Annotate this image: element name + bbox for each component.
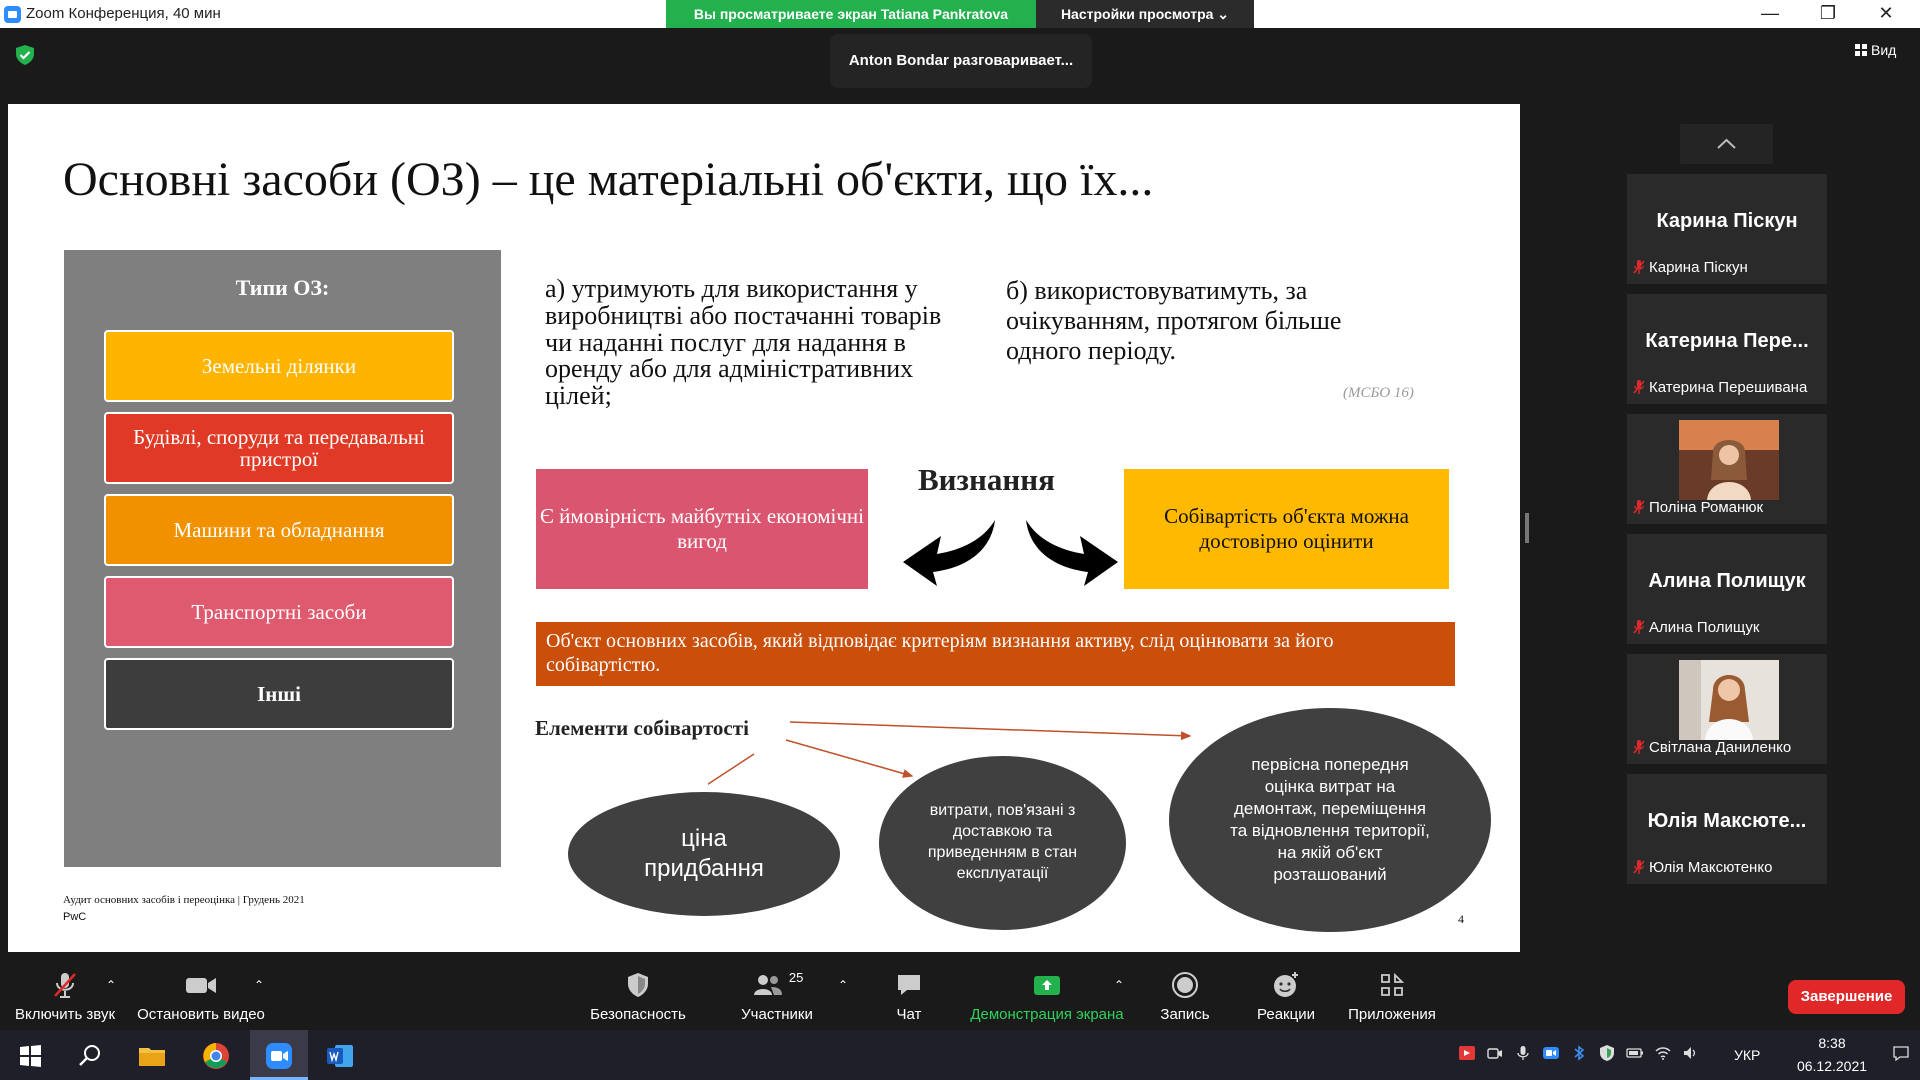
standard-reference: (МСБО 16) <box>1343 385 1414 401</box>
participant-tile[interactable] <box>1627 294 1827 404</box>
unmute-label: Включить звук <box>14 1006 116 1023</box>
asset-type-vehicles: Транспортні засоби <box>104 576 454 648</box>
asset-type-land: Земельні ділянки <box>104 330 454 402</box>
tray-mic-icon[interactable] <box>1514 1044 1532 1062</box>
asset-type-machinery: Машини та обладнання <box>104 494 454 566</box>
participant-tile[interactable] <box>1627 534 1827 644</box>
volume-icon[interactable] <box>1682 1044 1700 1062</box>
shared-slide <box>8 104 1520 952</box>
apps-label: Приложения <box>1348 1006 1436 1023</box>
participant-name: Поліна Романюк <box>1649 499 1764 516</box>
end-meeting-button[interactable]: Завершение <box>1788 980 1905 1014</box>
security-shield-icon <box>623 970 653 1000</box>
notifications-icon[interactable] <box>1892 1044 1910 1062</box>
muted-mic-icon <box>1633 859 1645 875</box>
muted-mic-icon <box>1633 379 1645 395</box>
share-screen-button[interactable] <box>962 970 1132 1023</box>
unmute-button[interactable] <box>10 970 120 1023</box>
minimize-button[interactable]: — <box>1761 3 1779 23</box>
participant-name: Катерина Перешивана <box>1649 379 1808 396</box>
apps-button[interactable] <box>1342 970 1442 1023</box>
slide-page-number: 4 <box>1458 912 1464 926</box>
wifi-icon[interactable] <box>1654 1044 1672 1062</box>
muted-mic-icon <box>1633 739 1645 755</box>
criterion-a-text: а) утримують для використання у виробництві або постачанні товарів чи наданні послуг для надання в оренду або для адміністративних цілей; <box>545 274 942 411</box>
record-label: Запись <box>1160 1006 1210 1023</box>
clock-time[interactable]: 8:38 <box>1818 1035 1846 1051</box>
participants-options-caret-icon[interactable]: ⌃ <box>838 978 849 992</box>
active-speaker-notice: Anton Bondar разговаривает... <box>830 34 1092 88</box>
slide-title: Основні засоби (ОЗ) – це матеріальні об'єкти, що їх... <box>63 153 1154 206</box>
zoom-taskbar-button[interactable] <box>250 1030 308 1080</box>
security-label: Безопасность <box>590 1006 686 1023</box>
muted-mic-icon <box>1633 619 1645 635</box>
restore-button[interactable]: ❐ <box>1819 3 1837 23</box>
slide-footer-title: Аудит основних засобів і переоцінка | Грудень 2021 <box>63 894 305 906</box>
participant-display-name: Алина Полищук <box>1648 570 1806 592</box>
video-options-caret-icon[interactable]: ⌃ <box>254 978 265 992</box>
view-label: Вид <box>1871 42 1897 58</box>
zoom-app-icon <box>259 1036 299 1076</box>
participant-tile[interactable] <box>1627 414 1827 524</box>
cost-element-purchase-price <box>568 792 840 916</box>
tray-security-shield-icon[interactable] <box>1598 1044 1616 1062</box>
asset-types-panel <box>64 250 501 867</box>
meeting-toolbar <box>0 960 1920 1030</box>
asset-type-other: Інші <box>104 658 454 730</box>
participant-name: Алина Полищук <box>1649 619 1760 636</box>
stop-video-label: Остановить видео <box>137 1006 265 1023</box>
word-icon[interactable] <box>320 1036 360 1076</box>
cost-elements-label: Елементи собівартості <box>535 716 749 740</box>
security-button[interactable] <box>582 970 694 1023</box>
cost-element-2-text: витрати, пов'язані з доставкою та приведенням в стан експлуатації <box>927 802 1078 882</box>
apps-icon <box>1377 970 1407 1000</box>
chat-label: Чат <box>896 1006 922 1023</box>
participants-icon <box>751 970 785 1000</box>
recognition-arrows-icon <box>903 514 1118 594</box>
grid-view-icon <box>1855 44 1867 56</box>
muted-mic-icon <box>50 970 80 1000</box>
participant-display-name: Катерина Пере... <box>1645 330 1809 352</box>
audio-options-caret-icon[interactable]: ⌃ <box>106 978 117 992</box>
record-button[interactable] <box>1152 970 1218 1023</box>
participant-tile[interactable] <box>1627 654 1827 764</box>
muted-mic-icon <box>1633 259 1645 275</box>
screen-share-banner: Вы просматриваете экран Tatiana Pankratova <box>666 0 1036 28</box>
asset-types-title: Типи ОЗ: <box>235 275 330 300</box>
participant-video <box>1679 420 1779 500</box>
share-options-caret-icon[interactable]: ⌃ <box>1114 978 1125 992</box>
chat-button[interactable] <box>878 970 940 1023</box>
recognition-criterion-benefits: Є ймовірність майбутніх економічні вигод <box>536 469 868 589</box>
share-screen-label: Демонстрация экрана <box>970 1006 1124 1023</box>
participant-name: Світлана Даниленко <box>1649 739 1792 756</box>
windows-start-icon[interactable] <box>10 1036 50 1076</box>
participant-name: Юлія Максютенко <box>1649 859 1773 876</box>
muted-mic-icon <box>1633 499 1645 515</box>
slide-footer-company: PwC <box>63 911 87 923</box>
zoom-app-icon <box>4 6 21 23</box>
reactions-label: Реакции <box>1257 1006 1315 1023</box>
participant-name: Карина Піскун <box>1649 259 1748 276</box>
participant-tile[interactable] <box>1627 774 1827 884</box>
recognition-title: Визнання <box>918 462 1055 497</box>
chevron-up-icon <box>1680 124 1773 164</box>
participant-video <box>1679 660 1779 740</box>
record-icon <box>1170 970 1200 1000</box>
input-language[interactable]: УКР <box>1734 1047 1761 1063</box>
panel-resize-handle[interactable] <box>1525 513 1529 543</box>
participants-label: Участники <box>741 1006 813 1023</box>
cost-element-delivery <box>879 756 1126 930</box>
search-icon[interactable] <box>70 1036 110 1076</box>
file-explorer-icon[interactable] <box>132 1036 172 1076</box>
video-camera-icon <box>184 970 218 1000</box>
chrome-icon[interactable] <box>196 1036 236 1076</box>
tray-app-red-icon[interactable] <box>1458 1044 1476 1062</box>
participants-button[interactable] <box>730 970 824 1023</box>
tray-camera-icon[interactable] <box>1486 1044 1504 1062</box>
reactions-button[interactable] <box>1248 970 1324 1023</box>
battery-icon[interactable] <box>1626 1044 1644 1062</box>
cost-element-1-text: ціна придбання <box>644 825 764 882</box>
asset-type-buildings: Будівлі, споруди та передавальні пристрої <box>104 412 454 484</box>
chat-bubble-icon <box>894 970 924 1000</box>
measurement-note: Об'єкт основних засобів, який відповідає критеріям визнання активу, слід оцінювати за його собівартістю. <box>536 622 1455 686</box>
reactions-smiley-icon <box>1271 970 1301 1000</box>
window-title: Zoom Конференция, 40 мин <box>26 5 221 22</box>
cost-element-3-text: первісна попередня оцінка витрат на демонтаж, переміщення та відновлення території, на якій об'єкт розташований <box>1230 754 1430 885</box>
gallery-scroll-up-button[interactable] <box>1680 124 1773 164</box>
participant-tile[interactable] <box>1627 174 1827 284</box>
cost-element-dismantling <box>1169 708 1491 932</box>
stop-video-button[interactable] <box>136 970 266 1023</box>
recognition-criterion-cost: Собівартість об'єкта можна достовірно оцінити <box>1124 469 1449 589</box>
participants-count: 25 <box>788 970 804 985</box>
close-button[interactable]: ✕ <box>1878 3 1894 23</box>
view-button[interactable] <box>1855 42 1896 58</box>
participant-display-name: Юлія Максюте... <box>1647 810 1807 832</box>
view-settings-button[interactable]: Настройки просмотра ⌄ <box>1036 0 1254 28</box>
tray-zoom-icon[interactable] <box>1542 1044 1560 1062</box>
criterion-b-text: б) використовуватимуть, за очікуванням, протягом більше одного періоду. <box>1006 276 1342 365</box>
share-screen-icon <box>1031 970 1063 1000</box>
participant-display-name: Карина Піскун <box>1656 210 1798 232</box>
encryption-shield-icon[interactable] <box>14 44 36 66</box>
bluetooth-icon[interactable] <box>1570 1044 1588 1062</box>
clock-date[interactable]: 06.12.2021 <box>1796 1058 1868 1074</box>
